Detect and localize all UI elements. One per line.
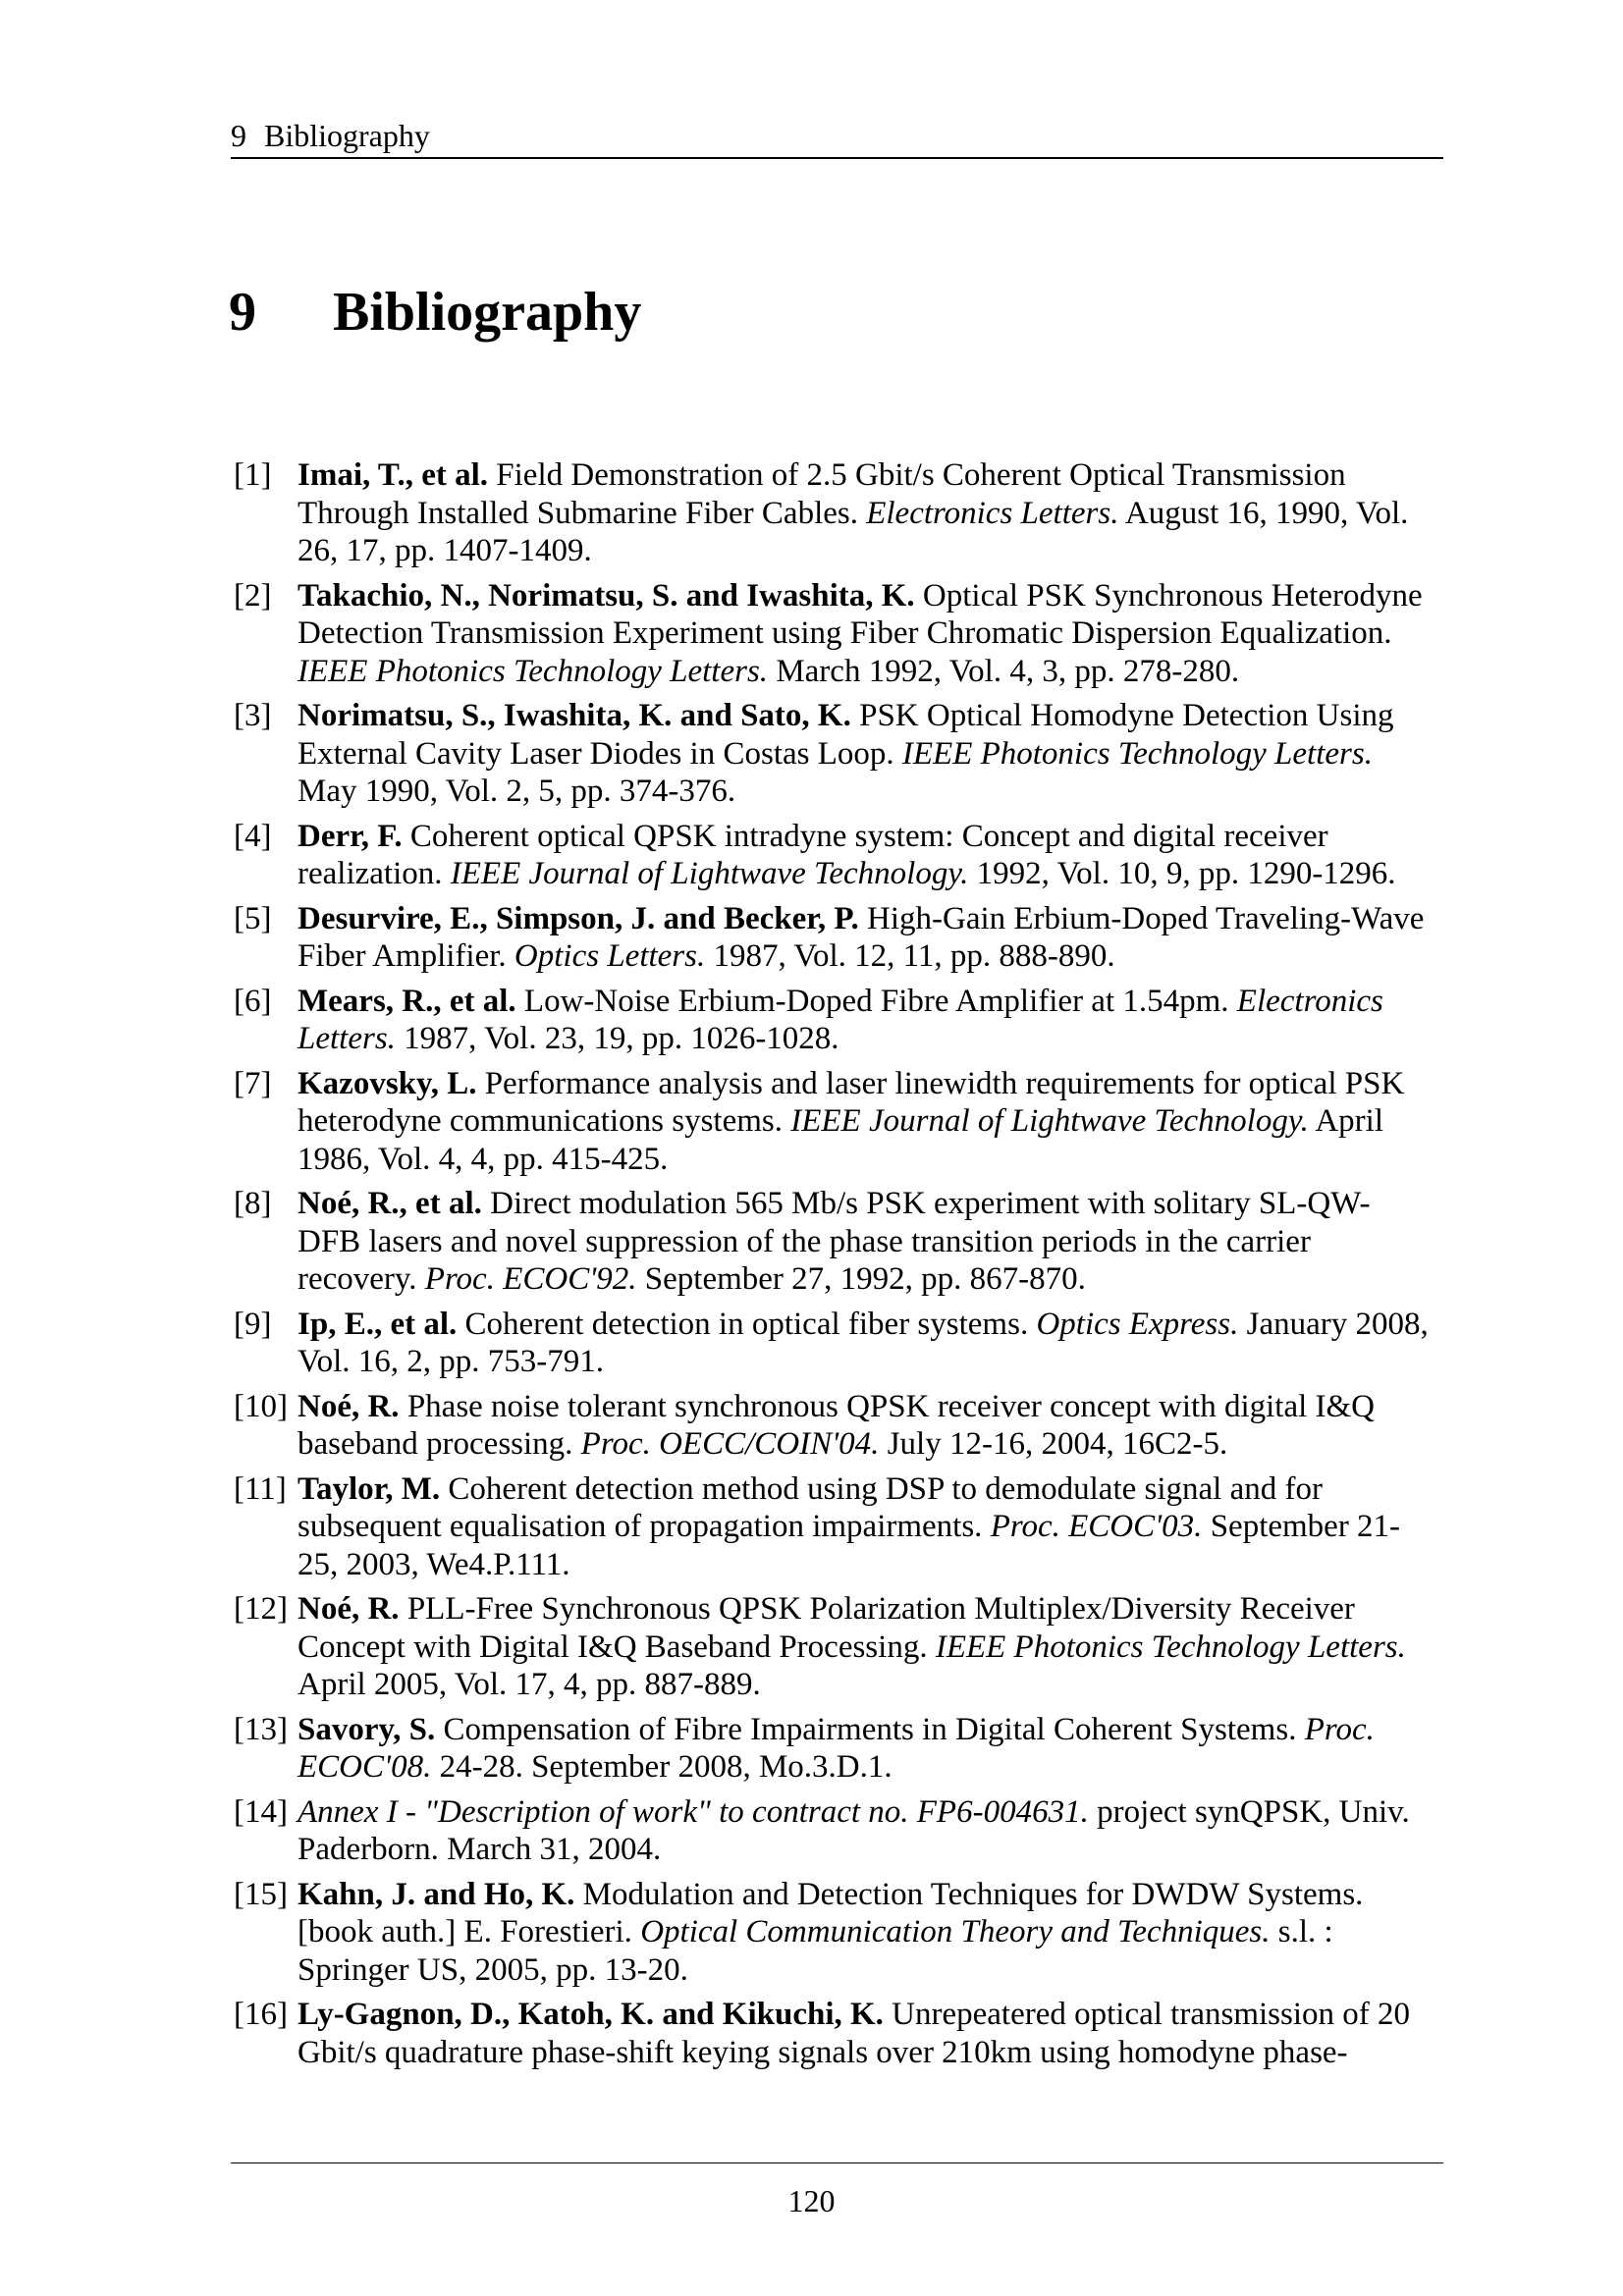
reference-source: Proc. ECOC'03. xyxy=(990,1509,1203,1544)
reference-source: Electronics Letters. xyxy=(298,983,1383,1056)
reference-label: [14] xyxy=(234,1793,288,1830)
reference-authors: Kazovsky, L. xyxy=(298,1065,477,1101)
reference-item xyxy=(234,1388,1432,1464)
reference-details: July 12-16, 2004, 16C2-5. xyxy=(879,1426,1228,1462)
running-header-number: 9 xyxy=(231,118,246,153)
reference-authors: Noé, R. xyxy=(298,1388,400,1424)
reference-source: Electronics Letters. xyxy=(866,495,1119,531)
reference-item xyxy=(234,1065,1432,1179)
reference-authors: Ip, E., et al. xyxy=(298,1306,458,1342)
reference-title: Coherent optical QPSK intradyne system: Concept and digital receiver realization. xyxy=(298,818,1328,891)
reference-title: High-Gain Erbium-Doped Traveling-Wave Fiber Amplifier. xyxy=(298,900,1425,974)
reference-source: IEEE Journal of Lightwave Technology. xyxy=(790,1103,1309,1139)
reference-details: 1987, Vol. 23, 19, pp. 1026-1028. xyxy=(395,1021,839,1056)
reference-label: [5] xyxy=(234,900,272,936)
reference-title: Coherent detection in optical fiber systems. xyxy=(457,1306,1037,1342)
reference-title: Compensation of Fibre Impairments in Digital Coherent Systems. xyxy=(435,1711,1305,1747)
reference-label: [12] xyxy=(234,1591,288,1627)
reference-item xyxy=(234,1793,1432,1869)
reference-authors: Taylor, M. xyxy=(298,1470,441,1507)
reference-authors: Noé, R. xyxy=(298,1591,400,1627)
reference-item xyxy=(234,1996,1432,2071)
reference-title: Unrepeatered optical transmission of 20 Gbit/s quadrature phase-shift keying signals over 210km using homodyne phase- xyxy=(298,1997,1410,2070)
reference-item xyxy=(234,1185,1432,1299)
reference-title: Coherent detection method using DSP to demodulate signal and for subsequent equalisation of propagation impairments. xyxy=(298,1470,1323,1544)
reference-details: 1987, Vol. 12, 11, pp. 888-890. xyxy=(705,938,1115,974)
reference-details: March 1992, Vol. 4, 3, pp. 278-280. xyxy=(768,653,1240,689)
reference-title: Field Demonstration of 2.5 Gbit/s Coherent Optical Transmission Through Installed Submarine Fiber Cables. xyxy=(298,457,1346,531)
reference-authors: Savory, S. xyxy=(298,1711,436,1747)
reference-source: Optics Letters. xyxy=(514,938,706,974)
reference-title: Performance analysis and laser linewidth requirements for optical PSK heterodyne communications systems. xyxy=(298,1065,1405,1139)
reference-title: PLL-Free Synchronous QPSK Polarization Multiplex/Diversity Receiver Concept with Digital I&Q Baseband Processing. xyxy=(298,1591,1355,1665)
reference-details: project synQPSK, Univ. Paderborn. March 31, 2004. xyxy=(298,1793,1410,1867)
reference-source: IEEE Photonics Technology Letters. xyxy=(298,653,769,689)
reference-authors: Noé, R., et al. xyxy=(298,1186,482,1221)
reference-title: Low-Noise Erbium-Doped Fibre Amplifier at 1.54pm. xyxy=(515,983,1237,1019)
reference-label: [1] xyxy=(234,457,272,493)
reference-item xyxy=(234,1711,1432,1787)
reference-authors: Mears, R., et al. xyxy=(298,983,516,1019)
reference-details: 24-28. September 2008, Mo.3.D.1. xyxy=(431,1749,893,1785)
running-header xyxy=(231,116,1443,159)
reference-item xyxy=(234,1306,1432,1381)
reference-label: [13] xyxy=(234,1711,288,1747)
reference-item xyxy=(234,1470,1432,1584)
reference-source: IEEE Journal of Lightwave Technology. xyxy=(450,856,969,891)
reference-source: Proc. ECOC'92. xyxy=(424,1261,637,1297)
reference-title: Optical PSK Synchronous Heterodyne Detection Transmission Experiment using Fiber Chromatic Dispersion Equalization. xyxy=(298,577,1423,651)
reference-authors: Derr, F. xyxy=(298,818,403,854)
reference-item xyxy=(234,1876,1432,1990)
reference-item xyxy=(234,577,1432,691)
reference-source: Proc. OECC/COIN'04. xyxy=(580,1426,880,1462)
reference-label: [4] xyxy=(234,818,272,854)
reference-label: [11] xyxy=(234,1470,287,1507)
chapter-title xyxy=(229,278,641,347)
reference-label: [15] xyxy=(234,1876,288,1912)
reference-item xyxy=(234,900,1432,976)
reference-details: April 2005, Vol. 17, 4, pp. 887-889. xyxy=(298,1667,761,1702)
reference-source: IEEE Photonics Technology Letters. xyxy=(901,735,1373,772)
reference-details: May 1990, Vol. 2, 5, pp. 374-376. xyxy=(298,774,736,809)
reference-source: Optical Communication Theory and Techniques. xyxy=(640,1914,1271,1949)
reference-label: [6] xyxy=(234,983,272,1019)
reference-label: [8] xyxy=(234,1186,272,1221)
reference-label: [3] xyxy=(234,698,272,733)
reference-details: September 27, 1992, pp. 867-870. xyxy=(636,1261,1086,1297)
reference-authors: Kahn, J. and Ho, K. xyxy=(298,1876,575,1912)
reference-authors: Ly-Gagnon, D., Katoh, K. and Kikuchi, K. xyxy=(298,1997,884,2032)
reference-source: IEEE Photonics Technology Letters. xyxy=(935,1629,1406,1665)
chapter-title-number: 9 xyxy=(229,282,256,343)
reference-authors: Desurvire, E., Simpson, J. and Becker, P. xyxy=(298,900,859,936)
reference-source: Optics Express. xyxy=(1036,1306,1239,1342)
reference-details: s.l. : Springer US, 2005, pp. 13-20. xyxy=(298,1914,1333,1988)
reference-item xyxy=(234,456,1432,570)
reference-label: [9] xyxy=(234,1306,272,1342)
reference-details: April 1986, Vol. 4, 4, pp. 415-425. xyxy=(298,1103,1383,1177)
reference-details: January 2008, Vol. 16, 2, pp. 753-791. xyxy=(298,1306,1429,1379)
chapter-title-text: Bibliography xyxy=(333,282,642,343)
reference-details: August 16, 1990, Vol. 26, 17, pp. 1407-1409. xyxy=(298,495,1409,568)
reference-list xyxy=(234,456,1432,2078)
reference-label: [10] xyxy=(234,1388,288,1424)
reference-authors: Takachio, N., Norimatsu, S. and Iwashita, K. xyxy=(298,577,915,614)
reference-source: Annex I - "Description of work" to contract no. FP6-004631. xyxy=(298,1793,1089,1830)
reference-authors: Norimatsu, S., Iwashita, K. and Sato, K. xyxy=(298,698,851,733)
reference-item xyxy=(234,818,1432,893)
reference-label: [2] xyxy=(234,577,272,614)
reference-item xyxy=(234,697,1432,811)
reference-title: Phase noise tolerant synchronous QPSK receiver concept with digital I&Q baseband processing. xyxy=(298,1388,1376,1462)
reference-label: [7] xyxy=(234,1065,272,1101)
reference-details: September 21-25, 2003, We4.P.111. xyxy=(298,1509,1401,1582)
reference-details: 1992, Vol. 10, 9, pp. 1290-1296. xyxy=(968,856,1396,891)
running-header-title: Bibliography xyxy=(264,118,430,153)
reference-item xyxy=(234,1590,1432,1704)
reference-authors: Imai, T., et al. xyxy=(298,457,489,493)
page-number: 120 xyxy=(787,2183,836,2218)
reference-title: Modulation and Detection Techniques for DWDW Systems. [book auth.] E. Forestieri. xyxy=(298,1876,1364,1949)
reference-label: [16] xyxy=(234,1997,288,2032)
reference-source: Proc. ECOC'08. xyxy=(298,1711,1375,1785)
reference-title: Direct modulation 565 Mb/s PSK experiment with solitary SL-QW-DFB lasers and novel suppression of the phase transition periods in the carrier recovery. xyxy=(298,1186,1371,1297)
reference-title: PSK Optical Homodyne Detection Using External Cavity Laser Diodes in Costas Loop. xyxy=(298,698,1394,772)
reference-item xyxy=(234,983,1432,1058)
